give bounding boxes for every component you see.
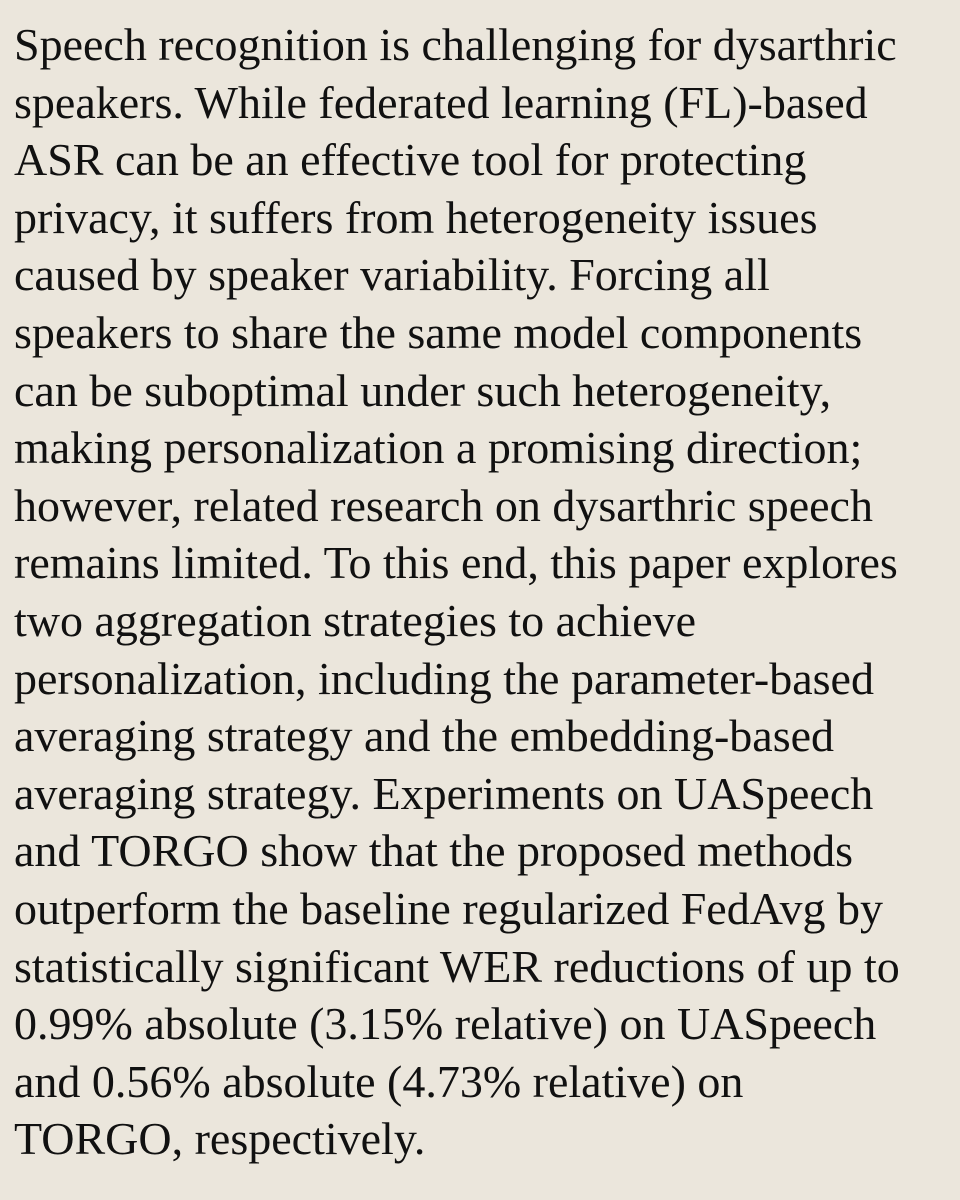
text-line: 0.99% absolute (3.15% relative) on UASpeech: [14, 998, 877, 1050]
text-line: averaging strategy. Experiments on UASpeech: [14, 767, 874, 819]
text-line: averaging strategy and the embedding-based: [14, 710, 835, 762]
text-line: personalization, including the parameter-based: [14, 652, 874, 704]
text-line: speakers. While federated learning (FL)-based: [14, 76, 868, 128]
text-line: TORGO, respectively.: [14, 1113, 426, 1165]
text-line: statistically significant WER reductions of up to: [14, 940, 900, 992]
text-line: and 0.56% absolute (4.73% relative) on: [14, 1055, 744, 1107]
text-line: ASR can be an effective tool for protecting: [14, 134, 807, 186]
text-line: privacy, it suffers from heterogeneity issues: [14, 191, 818, 243]
text-line: however, related research on dysarthric speech: [14, 479, 873, 531]
text-line: remains limited. To this end, this paper explores: [14, 537, 898, 589]
text-line: making personalization a promising direction;: [14, 422, 863, 474]
text-line: Speech recognition is challenging for dysarthric: [14, 19, 897, 70]
text-line: two aggregation strategies to achieve: [14, 594, 697, 646]
text-line: caused by speaker variability. Forcing all: [14, 249, 770, 301]
text-line: outperform the baseline regularized FedAvg by: [14, 882, 884, 934]
text-line: and TORGO show that the proposed methods: [14, 825, 854, 877]
abstract-paragraph: [14, 16, 960, 1168]
text-line: speakers to share the same model components: [14, 306, 863, 358]
text-line: can be suboptimal under such heterogeneity,: [14, 364, 832, 416]
